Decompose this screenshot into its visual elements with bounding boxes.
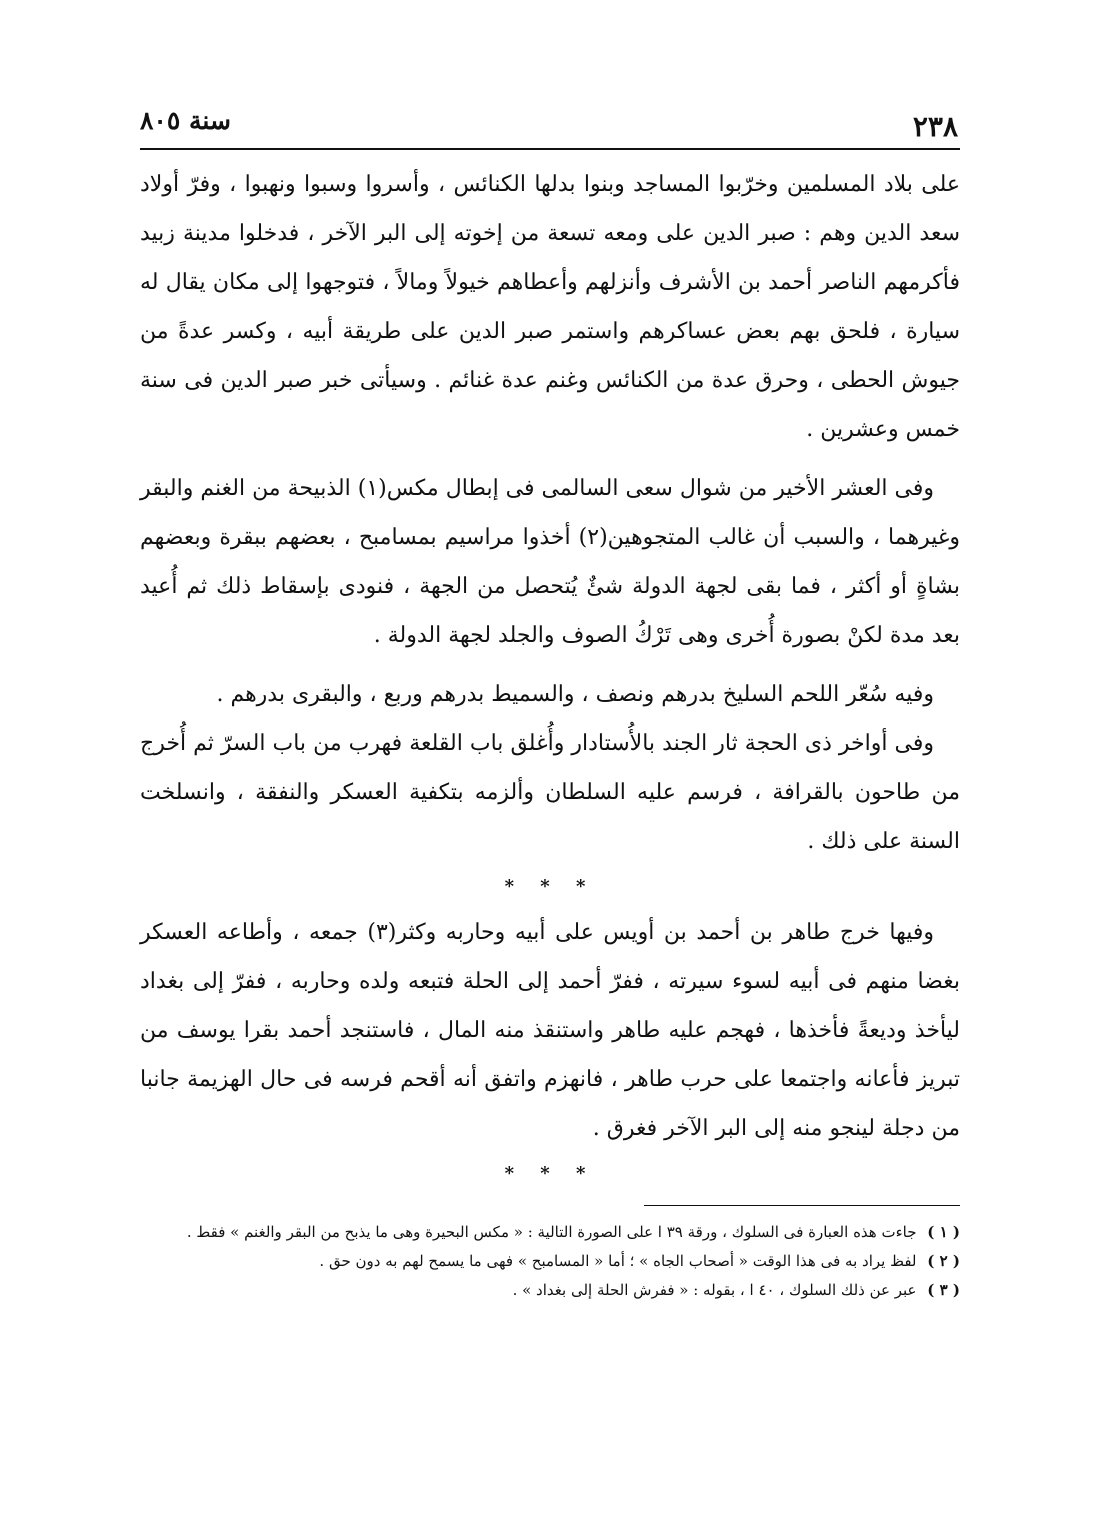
main-text	[140, 150, 960, 1191]
header-rule	[140, 148, 960, 150]
running-head: سنة ٨٠٥	[140, 106, 231, 135]
paragraph-3: وفيه سُعّر اللحم السليخ بدرهم ونصف ، والسميط بدرهم وربع ، والبقرى بدرهم .	[216, 682, 934, 707]
paragraph-5: وفيها خرج طاهر بن أحمد بن أويس على أبيه وحاربه وكثر(٣) جمعه ، وأطاعه العسكر بغضا منهم فى أبيه لسوء سيرته ، ففرّ أحمد إلى الحلة فتبعه ولده وحاربه ، ففرّ إلى بغداد ليأخذ وديعةً فأخذها ، فهجم عليه طاهر واستنقذ منه المال ، فاستنجد أحمد بقرا يوسف من تبريز فأعانه واجتمعا على حرب طاهر ، فانهزم واتفق أنه أقحم فرسه فى حال الهزيمة جانبا من دجلة لينجو منه إلى البر الآخر فغرق .	[140, 920, 960, 1141]
paragraph-2: وفى العشر الأخير من شوال سعى السالمى فى إبطال مكس(١) الذبيحة من الغنم والبقر وغيرهما ، والسبب أن غالب المتجوهين(٢) أخذوا مراسيم بمسامبح ، بعضهم ببقرة وبعضهم بشاةٍ أو أكثر ، فما بقى لجهة الدولة شئٌ يُتحصل من الجهة ، فنودى بإسقاط ذلك ثم أُعيد بعد مدة لكنْ بصورة أُخرى وهى تَرْكُ الصوف والجلد لجهة الدولة .	[140, 476, 960, 648]
footnote-text: عبر عن ذلك السلوك ، ٤٠ ا ، بقوله : « ففرش الحلة إلى بغداد » .	[512, 1281, 917, 1299]
paragraph-1: على بلاد المسلمين وخرّبوا المساجد وبنوا بدلها الكنائس ، وأسروا وسبوا ونهبوا ، وفرّ أولاد سعد الدين وهم : صبر الدين على ومعه تسعة من إخوته إلى البر الآخر ، فدخلوا مدينة زبيد فأكرمهم الناصر أحمد بن الأشرف وأنزلهم وأعطاهم خيولاً ومالاً ، فتوجهوا إلى مكان يقال له سيارة ، فلحق بهم بعض عساكرهم واستمر صبر الدين على طريقة أبيه ، وكسر عدةً من جيوش الحطى ، وحرق عدة من الكنائس وغنم عدة غنائم . وسيأتى خبر صبر الدين فى سنة خمس وعشرين .	[140, 172, 960, 442]
footnote-1	[140, 1218, 960, 1247]
footnote-marker: ( ٢ )	[927, 1252, 960, 1270]
footnote-text: جاءت هذه العبارة فى السلوك ، ورقة ٣٩ ا على الصورة التالية : « مكس البحيرة وهى ما يذبح من البقر والغنم » فقط .	[186, 1223, 917, 1241]
footnote-3	[140, 1276, 960, 1305]
footnote-marker: ( ١ )	[927, 1223, 960, 1241]
paragraph-gap	[140, 660, 960, 670]
book-page	[140, 92, 960, 1492]
footnote-marker: ( ٣ )	[927, 1281, 960, 1299]
footnote-rule	[644, 1205, 960, 1206]
page-header	[140, 92, 960, 150]
page-number: ٢٣٨	[912, 110, 958, 143]
footnote-2	[140, 1247, 960, 1276]
section-separator: * * *	[504, 1163, 596, 1184]
paragraph-4: وفى أواخر ذى الحجة ثار الجند بالأُستادار وأُغلق باب القلعة فهرب من باب السرّ ثم أُخرج من طاحون بالقرافة ، فرسم عليه السلطان وألزمه بتكفية العسكر والنفقة ، وانسلخت السنة على ذلك .	[140, 731, 960, 854]
footnotes	[140, 1218, 960, 1305]
section-separator: * * *	[504, 876, 596, 897]
footnote-text: لفظ يراد به فى هذا الوقت « أصحاب الجاه » ؛ أما « المسامبح » فهى ما يسمح لهم به دون حق .	[319, 1252, 917, 1270]
paragraph-gap	[140, 454, 960, 464]
